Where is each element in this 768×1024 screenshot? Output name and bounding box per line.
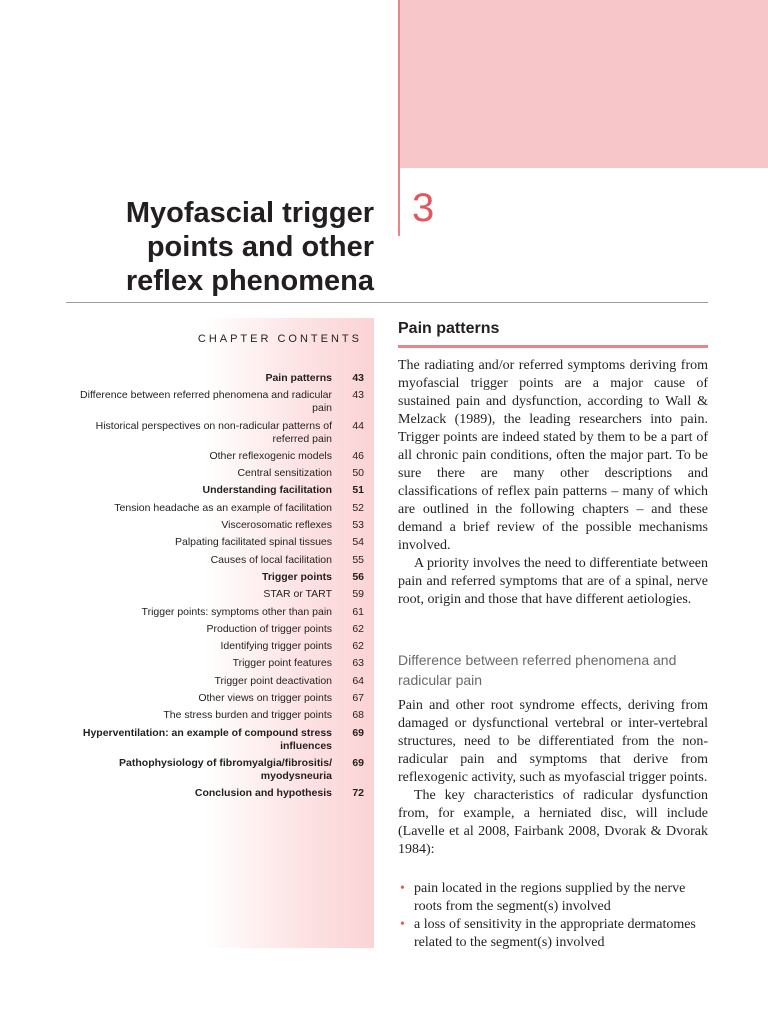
toc-label: Understanding facilitation bbox=[202, 484, 332, 497]
toc-label: Palpating facilitated spinal tissues bbox=[174, 536, 332, 549]
chapter-title bbox=[34, 196, 374, 298]
toc-row bbox=[70, 709, 364, 722]
toc-label: Historical perspectives on non-radicular patterns of referred pain bbox=[95, 419, 332, 445]
toc-label: STAR or TART bbox=[263, 588, 332, 601]
toc-row bbox=[70, 623, 364, 636]
toc-page-number: 46 bbox=[352, 449, 364, 462]
chapter-title-line: points and other bbox=[146, 231, 374, 263]
toc-label: Other views on trigger points bbox=[198, 692, 332, 705]
toc-row bbox=[70, 640, 364, 653]
list-item bbox=[398, 916, 708, 952]
toc-row bbox=[70, 588, 364, 601]
list-item bbox=[398, 880, 708, 916]
list-item-text: a loss of sensitivity in the appropriate dermatomes related to the segment(s) involved bbox=[414, 917, 696, 950]
toc-row bbox=[70, 727, 364, 753]
toc-page-number: 67 bbox=[352, 692, 364, 705]
toc-row bbox=[70, 372, 364, 385]
toc-page-number: 53 bbox=[352, 519, 364, 532]
toc-page-number: 62 bbox=[352, 640, 364, 653]
paragraph: The radiating and/or referred symptoms deriving from myofascial trigger points are a major cause of sustained pain and dysfunction, according to Wall & Melzack (1989), the leading researchers into pain. Trigger points are indeed stated by them to be a part of all chronic pain conditions, often the major part. To be sure there are many other descriptions and classifications of reflex pain patterns – many of which are outlined in the following chapters – and these demand a brief review of the possible mechanisms involved. bbox=[398, 358, 708, 553]
toc-page-number: 51 bbox=[352, 484, 364, 497]
toc-page-number: 59 bbox=[352, 588, 364, 601]
toc-label: Tension headache as an example of facilitation bbox=[114, 501, 332, 514]
toc-page-number: 68 bbox=[352, 709, 364, 722]
bullet-list bbox=[398, 880, 708, 952]
toc-label: Pain patterns bbox=[265, 372, 332, 384]
toc-page-number: 56 bbox=[352, 570, 364, 583]
table-of-contents bbox=[70, 372, 364, 805]
toc-page-number: 55 bbox=[352, 553, 364, 566]
section-heading: Pain patterns bbox=[398, 320, 708, 348]
list-item-text: pain located in the regions supplied by the nerve roots from the segment(s) involved bbox=[414, 881, 686, 914]
section-body bbox=[398, 357, 708, 609]
toc-label: Production of trigger points bbox=[206, 622, 332, 635]
paragraph: The key characteristics of radicular dysfunction from, for example, a herniated disc, will include (Lavelle et al 2008, Fairbank 2008, Dvorak & Dvorak 1984): bbox=[398, 788, 708, 857]
toc-page-number: 61 bbox=[352, 605, 364, 618]
toc-row bbox=[70, 571, 364, 584]
toc-row bbox=[70, 420, 364, 446]
toc-page-number: 44 bbox=[352, 419, 364, 432]
chapter-title-line: Myofascial trigger bbox=[125, 197, 374, 229]
toc-page-number: 43 bbox=[352, 372, 364, 384]
bullet-icon: • bbox=[400, 917, 405, 932]
toc-row bbox=[70, 657, 364, 670]
chapter-number: 3 bbox=[412, 186, 435, 230]
toc-label: Identifying trigger points bbox=[220, 640, 332, 653]
toc-row bbox=[70, 692, 364, 705]
toc-row bbox=[70, 675, 364, 688]
bullet-icon: • bbox=[400, 881, 405, 896]
toc-row bbox=[70, 450, 364, 463]
title-divider bbox=[66, 302, 708, 303]
toc-row bbox=[70, 536, 364, 549]
toc-label: Trigger points bbox=[261, 570, 332, 583]
toc-label: Conclusion and hypothesis bbox=[194, 787, 332, 800]
toc-label: Trigger point deactivation bbox=[214, 674, 332, 687]
toc-row bbox=[70, 389, 364, 415]
toc-row bbox=[70, 467, 364, 480]
toc-page-number: 69 bbox=[352, 756, 364, 769]
toc-page-number: 63 bbox=[352, 657, 364, 670]
toc-page-number: 43 bbox=[352, 389, 364, 402]
toc-page-number: 72 bbox=[352, 787, 364, 800]
toc-label: Trigger point features bbox=[232, 657, 332, 670]
chapter-title-line: reflex phenomena bbox=[125, 265, 374, 297]
toc-row bbox=[70, 502, 364, 515]
toc-label: Difference between referred phenomena and radicular pain bbox=[80, 389, 332, 415]
toc-label: Other reflexogenic models bbox=[209, 449, 332, 462]
toc-page-number: 64 bbox=[352, 674, 364, 687]
toc-label: Hyperventilation: an example of compound stress influences bbox=[82, 726, 332, 752]
subsection-body bbox=[398, 697, 708, 859]
toc-label: Causes of local facilitation bbox=[210, 553, 332, 566]
toc-label: Central sensitization bbox=[237, 467, 332, 480]
toc-label: Viscerosomatic reflexes bbox=[221, 519, 332, 532]
chapter-header-block bbox=[398, 0, 768, 168]
chapter-number-box bbox=[398, 168, 460, 236]
toc-row bbox=[70, 519, 364, 532]
toc-label: Pathophysiology of fibromyalgia/fibrositis/ myodysneuria bbox=[119, 756, 332, 782]
toc-page-number: 69 bbox=[352, 726, 364, 739]
toc-row bbox=[70, 484, 364, 497]
toc-page-number: 54 bbox=[352, 536, 364, 549]
toc-row bbox=[70, 787, 364, 800]
toc-row bbox=[70, 606, 364, 619]
toc-page-number: 50 bbox=[352, 467, 364, 480]
toc-page-number: 62 bbox=[352, 622, 364, 635]
contents-heading: CHAPTER CONTENTS bbox=[197, 333, 362, 345]
toc-row bbox=[70, 554, 364, 567]
toc-page-number: 52 bbox=[352, 501, 364, 514]
toc-label: The stress burden and trigger points bbox=[163, 709, 332, 722]
toc-label: Trigger points: symptoms other than pain bbox=[141, 605, 332, 618]
subsection-heading: Difference between referred phenomena and radicular pain bbox=[398, 652, 677, 688]
paragraph: A priority involves the need to differentiate between pain and referred symptoms that are of a spinal, nerve root, origin and those that have different aetiologies. bbox=[398, 556, 708, 607]
paragraph: Pain and other root syndrome effects, deriving from damaged or dysfunctional vertebral or inter-vertebral structures, need to be differentiated from the non-radicular pain and symptoms that derive from reflexogenic activity, such as myofascial trigger points. bbox=[398, 698, 708, 785]
toc-row bbox=[70, 757, 364, 783]
